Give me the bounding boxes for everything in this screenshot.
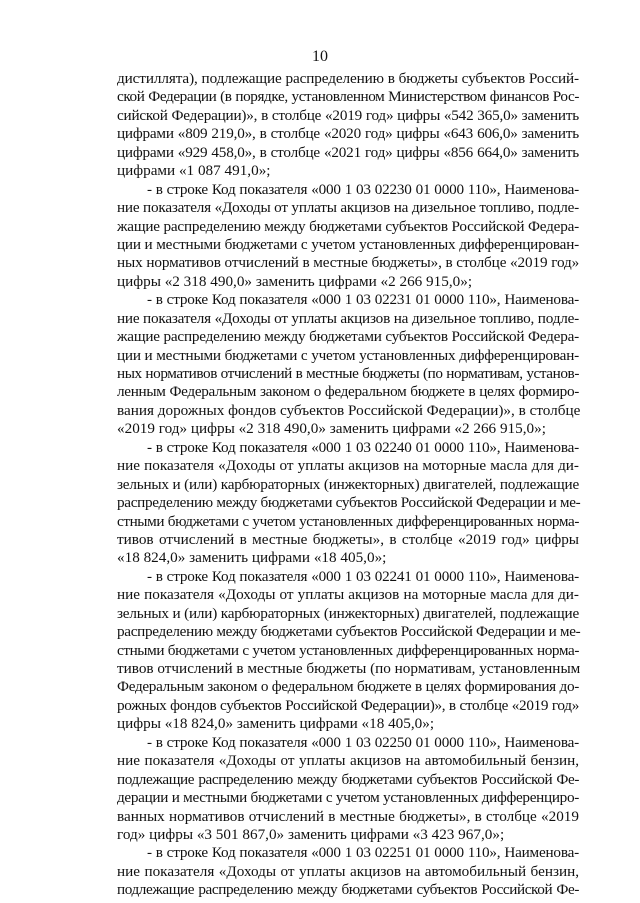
text-line: ской Федерации (в порядке, установленном Министерством финансов Рос- [117,88,579,106]
text-line: подлежащие распределению между бюджетами субъектов Российской Фе- [117,770,579,788]
text-line: сийской Федерации)», в столбце «2019 год» цифры «542 365,0» заменить [117,106,579,124]
text-line: - в строке Код показателя «000 1 03 02240 01 0000 110», Наименова- [147,438,579,456]
text-line: ции и местными бюджетами с учетом установленных дифференцирован- [117,346,579,364]
text-line: тивов отчислений в местные бюджеты (по нормативам, установленным [117,660,581,677]
text-line: зельных и (или) карбюраторных (инжекторных) двигателей, подлежащие [117,475,579,493]
text-line: - в строке Код показателя «000 1 03 02231 01 0000 110», Наименова- [147,291,579,309]
text-line: цифры «18 824,0» заменить цифрами «18 405,0»; [117,715,435,733]
text-line: стными бюджетами с учетом установленных дифференцированных норма- [117,641,579,659]
text-line: Федеральным законом о федеральном бюджете в целях формирования до- [117,678,579,696]
text-line: цифрами «1 087 491,0»; [117,162,271,180]
text-line: рожных фондов субъектов Российской Федерации)», в столбце «2019 год» [117,696,579,714]
text-line: распределению между бюджетами субъектов Российской Федерации и ме- [117,623,581,641]
text-line: подлежащие распределению между бюджетами субъектов Российской Фе- [117,881,579,899]
document-body [117,70,579,900]
text-line: ных нормативов отчислений в местные бюджеты», в столбце «2019 год» [117,254,580,272]
text-line: ванных нормативов отчислений в местные бюджеты», в столбце «2019 [117,807,579,825]
text-line: ние показателя «Доходы от уплаты акцизов на моторные масла для ди- [117,457,579,475]
text-line: - в строке Код показателя «000 1 03 02230 01 0000 110», Наименова- [147,180,579,198]
text-line: «18 824,0» заменить цифрами «18 405,0»; [117,549,387,567]
text-line: вания дорожных фондов субъектов Российской Федерации)», в столбце [117,401,581,419]
text-line: ние показателя «Доходы от уплаты акцизов на моторные масла для ди- [117,586,579,604]
text-line: «2019 год» цифры «2 318 490,0» заменить цифрами «2 266 915,0»; [117,420,546,438]
text-line: цифрами «809 219,0», в столбце «2020 год» цифры «643 606,0» заменить [117,125,579,143]
text-line: ние показателя «Доходы от уплаты акцизов на дизельное топливо, подле- [117,199,579,217]
text-line: ленным Федеральным законом о федеральном бюджете в целях формиро- [117,383,579,401]
text-line: - в строке Код показателя «000 1 03 02241 01 0000 110», Наименова- [147,567,579,585]
text-line: жащие распределению между бюджетами субъектов Российской Федера- [117,328,579,346]
text-line: ние показателя «Доходы от уплаты акцизов на дизельное топливо, подле- [117,309,579,327]
text-line: цифрами «929 458,0», в столбце «2021 год» цифры «856 664,0» заменить [117,143,579,161]
text-line: распределению между бюджетами субъектов Российской Федерации и ме- [117,494,581,512]
page-number: 10 [312,48,328,65]
text-line: год» цифры «3 501 867,0» заменить цифрами «3 423 967,0»; [117,825,505,843]
text-line: зельных и (или) карбюраторных (инжекторных) двигателей, подлежащие [117,604,579,622]
text-line: ние показателя «Доходы от уплаты акцизов на автомобильный бензин, [117,752,579,770]
text-line: стными бюджетами с учетом установленных дифференцированных норма- [117,512,579,530]
text-line: жащие распределению между бюджетами субъектов Российской Федера- [117,217,579,235]
text-line: цифры «2 318 490,0» заменить цифрами «2 266 915,0»; [117,272,473,290]
text-line: - в строке Код показателя «000 1 03 02250 01 0000 110», Наименова- [147,733,579,751]
text-line: тивов отчислений в местные бюджеты», в столбце «2019 год» цифры [117,530,579,548]
text-line: ных нормативов отчислений в местные бюджеты (по нормативам, установ- [117,365,579,382]
text-line: дерации и местными бюджетами с учетом установленных дифференциро- [117,789,579,807]
text-line: ции и местными бюджетами с учетом установленных дифференцирован- [117,235,579,253]
text-line: ние показателя «Доходы от уплаты акцизов на автомобильный бензин, [117,862,579,880]
text-line: - в строке Код показателя «000 1 03 02251 01 0000 110», Наименова- [147,844,579,862]
text-line: дистиллята), подлежащие распределению в бюджеты субъектов Россий- [117,70,579,87]
